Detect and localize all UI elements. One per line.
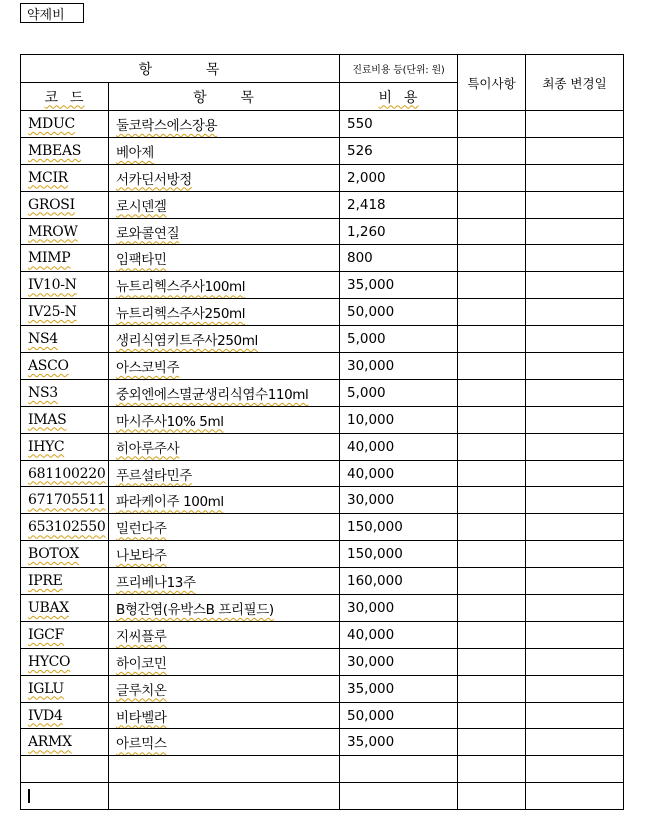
table-row	[21, 702, 624, 729]
cell-last-changed[interactable]	[526, 111, 624, 138]
cell-code[interactable]: 671705511	[21, 487, 109, 514]
table-row	[21, 353, 624, 380]
cell-code[interactable]	[21, 756, 109, 783]
cell-notes[interactable]	[458, 406, 526, 433]
cell-notes[interactable]	[458, 433, 526, 460]
cell-last-changed[interactable]	[526, 595, 624, 622]
cell-notes[interactable]	[458, 218, 526, 245]
cell-notes[interactable]	[458, 111, 526, 138]
cell-last-changed[interactable]	[526, 675, 624, 702]
table-row	[21, 729, 624, 756]
cell-code[interactable]: IHYC	[21, 433, 109, 460]
cell-name[interactable]: 푸르설타민주	[109, 460, 340, 487]
table-row	[21, 433, 624, 460]
cell-cost[interactable]: 50,000	[340, 299, 458, 326]
table-row	[21, 568, 624, 595]
cell-last-changed[interactable]	[526, 218, 624, 245]
table-row	[21, 675, 624, 702]
table-row	[21, 218, 624, 245]
cell-cost[interactable]	[340, 756, 458, 783]
table-row	[21, 514, 624, 541]
cell-notes[interactable]	[458, 137, 526, 164]
cell-name[interactable]: 생리식염키트주사250ml	[109, 326, 340, 353]
cell-last-changed[interactable]	[526, 460, 624, 487]
table-row	[21, 272, 624, 299]
cell-name[interactable]: B형간염(유박스B 프리필드)	[109, 595, 340, 622]
table-row	[21, 299, 624, 326]
cell-last-changed[interactable]	[526, 164, 624, 191]
table-row	[21, 783, 624, 810]
cell-code[interactable]: IGCF	[21, 621, 109, 648]
cell-name[interactable]: 뉴트리헥스주사250ml	[109, 299, 340, 326]
table-row	[21, 648, 624, 675]
header-last-changed: 최종 변경일	[526, 55, 624, 111]
cell-last-changed[interactable]	[526, 729, 624, 756]
cell-name[interactable]: 뉴트리헥스주사100ml	[109, 272, 340, 299]
table-row	[21, 406, 624, 433]
cell-name[interactable]: 프리베나13주	[109, 568, 340, 595]
cell-cost[interactable]: 40,000	[340, 460, 458, 487]
cell-last-changed[interactable]	[526, 299, 624, 326]
cell-cost[interactable]: 40,000	[340, 621, 458, 648]
cell-code[interactable]: MDUC	[21, 111, 109, 138]
cell-name[interactable]: 지씨플루	[109, 621, 340, 648]
header-cost-unit: 진료비용 등(단위: 원)	[340, 55, 458, 83]
cell-notes[interactable]	[458, 460, 526, 487]
page-title: 약제비	[20, 3, 84, 23]
cell-name[interactable]: 아스코빅주	[109, 353, 340, 380]
cell-notes[interactable]	[458, 164, 526, 191]
cell-notes[interactable]	[458, 675, 526, 702]
table-row	[21, 111, 624, 138]
header-notes: 특이사항	[458, 55, 526, 111]
cell-cost[interactable]: 35,000	[340, 272, 458, 299]
cell-notes[interactable]	[458, 272, 526, 299]
cell-last-changed[interactable]	[526, 245, 624, 272]
cell-name[interactable]: 둘코락스에스장용	[109, 111, 340, 138]
cell-code[interactable]: ASCO	[21, 353, 109, 380]
drug-fee-table	[20, 54, 624, 810]
cell-name[interactable]: 글루치온	[109, 675, 340, 702]
cell-code[interactable]: MROW	[21, 218, 109, 245]
cell-cost[interactable]: 550	[340, 111, 458, 138]
cell-cost[interactable]: 5,000	[340, 326, 458, 353]
cell-last-changed[interactable]	[526, 353, 624, 380]
cell-code[interactable]: NS3	[21, 379, 109, 406]
cell-cost[interactable]: 2,418	[340, 191, 458, 218]
cell-notes[interactable]	[458, 299, 526, 326]
cell-name[interactable]: 로와콜연질	[109, 218, 340, 245]
cell-last-changed[interactable]	[526, 137, 624, 164]
cell-cost[interactable]: 150,000	[340, 541, 458, 568]
cell-cost[interactable]	[340, 783, 458, 810]
cell-code[interactable]: IVD4	[21, 702, 109, 729]
cell-name[interactable]: 파라케이주 100ml	[109, 487, 340, 514]
cell-cost[interactable]: 35,000	[340, 729, 458, 756]
cell-cost[interactable]: 50,000	[340, 702, 458, 729]
table-row	[21, 541, 624, 568]
cell-cost[interactable]: 30,000	[340, 353, 458, 380]
cell-code[interactable]: IPRE	[21, 568, 109, 595]
cell-last-changed[interactable]	[526, 326, 624, 353]
cell-notes[interactable]	[458, 245, 526, 272]
cell-name[interactable]: 마시주사10% 5ml	[109, 406, 340, 433]
cell-notes[interactable]	[458, 541, 526, 568]
cell-notes[interactable]	[458, 648, 526, 675]
cell-notes[interactable]	[458, 487, 526, 514]
cell-last-changed[interactable]	[526, 648, 624, 675]
cell-code[interactable]: UBAX	[21, 595, 109, 622]
table-row	[21, 164, 624, 191]
cell-last-changed[interactable]	[526, 568, 624, 595]
cell-last-changed[interactable]	[526, 541, 624, 568]
cell-cost[interactable]: 160,000	[340, 568, 458, 595]
cell-notes[interactable]	[458, 621, 526, 648]
cell-last-changed[interactable]	[526, 487, 624, 514]
table-row	[21, 191, 624, 218]
cell-name[interactable]	[109, 783, 340, 810]
cell-code[interactable]: GROSI	[21, 191, 109, 218]
cell-name[interactable]: 로시덴겔	[109, 191, 340, 218]
cell-name[interactable]: 히아루주사	[109, 433, 340, 460]
cell-cost[interactable]: 5,000	[340, 379, 458, 406]
cell-cost[interactable]: 30,000	[340, 595, 458, 622]
cell-notes[interactable]	[458, 514, 526, 541]
cell-last-changed[interactable]	[526, 756, 624, 783]
cell-notes[interactable]	[458, 729, 526, 756]
cell-last-changed[interactable]	[526, 514, 624, 541]
table-row	[21, 460, 624, 487]
cell-name[interactable]: 아르믹스	[109, 729, 340, 756]
cell-notes[interactable]	[458, 595, 526, 622]
cell-code[interactable]: IGLU	[21, 675, 109, 702]
cell-cost[interactable]: 526	[340, 137, 458, 164]
header-cost: 비 용	[340, 83, 458, 111]
cell-cost[interactable]: 40,000	[340, 433, 458, 460]
cell-notes[interactable]	[458, 783, 526, 810]
cell-name[interactable]: 나보타주	[109, 541, 340, 568]
table-row	[21, 756, 624, 783]
cell-name[interactable]	[109, 756, 340, 783]
cell-code[interactable]: 653102550	[21, 514, 109, 541]
header-item: 항 목	[21, 55, 340, 83]
cell-notes[interactable]	[458, 379, 526, 406]
cell-last-changed[interactable]	[526, 406, 624, 433]
cell-cost[interactable]: 800	[340, 245, 458, 272]
cell-code[interactable]: MCIR	[21, 164, 109, 191]
cell-name[interactable]: 밀런다주	[109, 514, 340, 541]
cell-notes[interactable]	[458, 702, 526, 729]
cell-last-changed[interactable]	[526, 433, 624, 460]
cell-name[interactable]: 중외엔에스멸균생리식염수110ml	[109, 379, 340, 406]
cell-notes[interactable]	[458, 568, 526, 595]
cell-notes[interactable]	[458, 326, 526, 353]
cell-code[interactable]: BOTOX	[21, 541, 109, 568]
table-row	[21, 245, 624, 272]
cell-notes[interactable]	[458, 353, 526, 380]
cell-name[interactable]: 서카딘서방정	[109, 164, 340, 191]
cell-last-changed[interactable]	[526, 621, 624, 648]
cell-name[interactable]: 베아제	[109, 137, 340, 164]
cell-cost[interactable]: 35,000	[340, 675, 458, 702]
cell-code[interactable]: 681100220	[21, 460, 109, 487]
table-row	[21, 379, 624, 406]
cell-cost[interactable]: 30,000	[340, 648, 458, 675]
cell-code[interactable]: MIMP	[21, 245, 109, 272]
cell-last-changed[interactable]	[526, 272, 624, 299]
cell-cost[interactable]: 2,000	[340, 164, 458, 191]
cell-code[interactable]: HYCO	[21, 648, 109, 675]
cell-cost[interactable]: 30,000	[340, 487, 458, 514]
cell-name[interactable]: 하이코민	[109, 648, 340, 675]
cell-code[interactable]: IMAS	[21, 406, 109, 433]
cell-last-changed[interactable]	[526, 783, 624, 810]
header-name: 항 목	[109, 83, 340, 111]
cell-notes[interactable]	[458, 191, 526, 218]
cell-code[interactable]: ARMX	[21, 729, 109, 756]
cell-code[interactable]: IV25-N	[21, 299, 109, 326]
cell-code[interactable]: NS4	[21, 326, 109, 353]
text-cursor	[28, 789, 30, 803]
cell-name[interactable]: 비타벨라	[109, 702, 340, 729]
table-row	[21, 621, 624, 648]
table-row	[21, 487, 624, 514]
cell-last-changed[interactable]	[526, 702, 624, 729]
header-code: 코 드	[21, 83, 109, 111]
table-row	[21, 326, 624, 353]
cell-notes[interactable]	[458, 756, 526, 783]
table-row	[21, 137, 624, 164]
table-row	[21, 595, 624, 622]
cell-cost[interactable]: 1,260	[340, 218, 458, 245]
cell-code[interactable]: IV10-N	[21, 272, 109, 299]
cell-code[interactable]	[21, 783, 109, 810]
cell-cost[interactable]: 10,000	[340, 406, 458, 433]
cell-last-changed[interactable]	[526, 191, 624, 218]
cell-name[interactable]: 임팩타민	[109, 245, 340, 272]
cell-cost[interactable]: 150,000	[340, 514, 458, 541]
cell-last-changed[interactable]	[526, 379, 624, 406]
cell-code[interactable]: MBEAS	[21, 137, 109, 164]
